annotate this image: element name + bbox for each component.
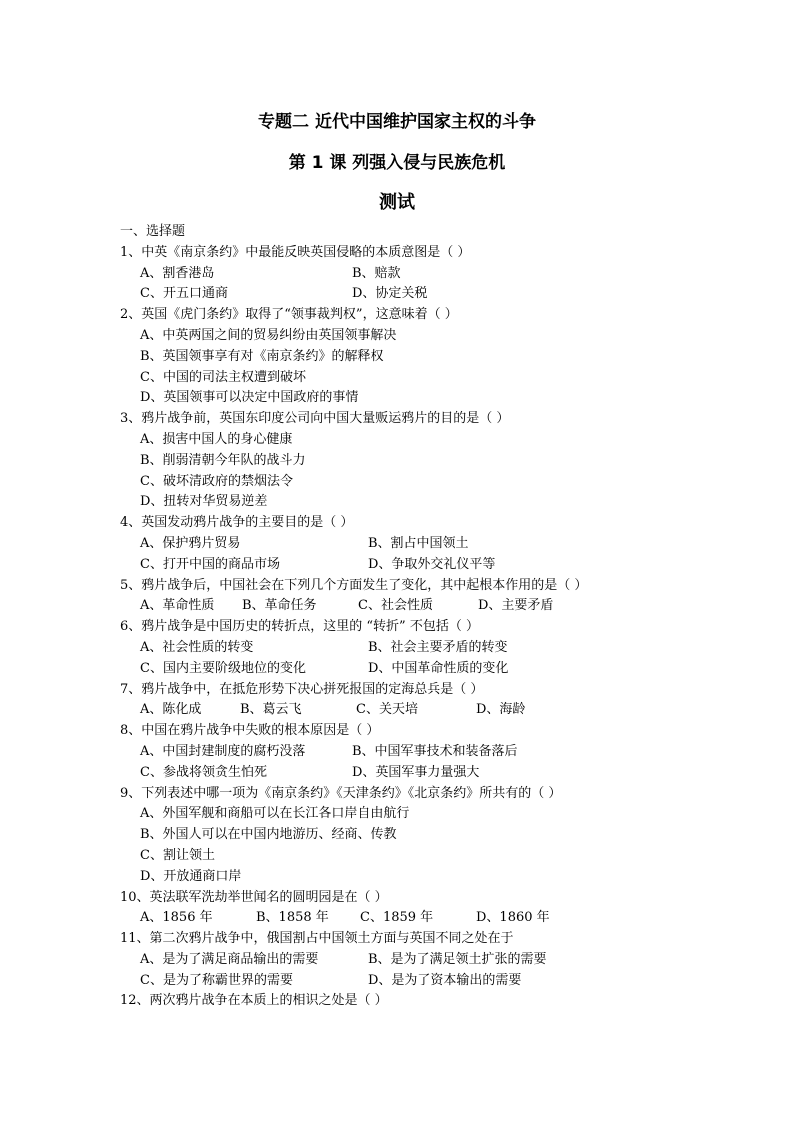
option-row bbox=[120, 742, 680, 763]
option-row bbox=[120, 804, 680, 825]
answer-option: B、葛云飞 bbox=[240, 702, 302, 718]
section-heading: 一、选择题 bbox=[120, 224, 186, 239]
answer-option: C、开五口通商 bbox=[140, 286, 228, 302]
option-row bbox=[120, 908, 680, 929]
question-stem: 5、鸦片战争后，中国社会在下列几个方面发生了变化，其中起根本作用的是（ ） bbox=[120, 577, 588, 593]
answer-option: C、关天培 bbox=[356, 702, 418, 718]
answer-option: A、保护鸦片贸易 bbox=[140, 535, 241, 551]
answer-option: A、割香港岛 bbox=[140, 265, 215, 281]
answer-option: D、扭转对华贸易逆差 bbox=[140, 494, 268, 510]
answer-option: B、外国人可以在中国内地游历、经商、传教 bbox=[140, 827, 397, 843]
question-stem: 1、中英《南京条约》中最能反映英国侵略的本质意图是（ ） bbox=[120, 244, 471, 260]
answer-option: A、损害中国人的身心健康 bbox=[140, 431, 293, 447]
question-stem: 2、英国《虎门条约》取得了“领事裁判权”，这意味着（ ） bbox=[120, 307, 458, 323]
answer-option: B、是为了满足领土扩张的需要 bbox=[368, 951, 547, 967]
answer-option: D、是为了资本输出的需要 bbox=[368, 972, 522, 988]
answer-option: A、外国军舰和商船可以在长江各口岸自由航行 bbox=[140, 806, 410, 822]
option-row bbox=[120, 700, 680, 721]
answer-option: C、是为了称霸世界的需要 bbox=[140, 972, 293, 988]
option-row bbox=[120, 451, 680, 472]
answer-option: A、革命性质 bbox=[140, 598, 215, 614]
option-row bbox=[120, 867, 680, 888]
answer-option: D、协定关税 bbox=[352, 286, 428, 302]
option-row bbox=[120, 971, 680, 992]
question-stem: 10、英法联军洗劫举世闻名的圆明园是在（ ） bbox=[120, 889, 388, 905]
question-stem: 8、中国在鸦片战争中失败的根本原因是（ ） bbox=[120, 723, 380, 739]
option-row bbox=[120, 284, 680, 305]
answer-option: C、1859 年 bbox=[360, 910, 434, 926]
question-stem: 7、鸦片战争中，在抵危形势下决心拼死报国的定海总兵是（ ） bbox=[120, 681, 484, 697]
option-row bbox=[120, 638, 680, 659]
answer-option: B、革命任务 bbox=[242, 598, 317, 614]
question-stem: 11、第二次鸦片战争中，俄国割占中国领土方面与英国不同之处在于 bbox=[120, 931, 514, 947]
question-stem: 3、鸦片战争前，英国东印度公司向中国大量贩运鸦片的目的是（ ） bbox=[120, 411, 510, 427]
answer-option: D、海龄 bbox=[476, 702, 526, 718]
answer-option: B、赔款 bbox=[352, 265, 401, 281]
test-heading: 测试 bbox=[379, 192, 415, 213]
answer-option: D、争取外交礼仪平等 bbox=[368, 556, 496, 572]
lesson-title: 第 1 课 列强入侵与民族危机 bbox=[288, 153, 506, 173]
answer-option: A、中英两国之间的贸易纠纷由英国领事解决 bbox=[140, 327, 397, 343]
option-row bbox=[120, 950, 680, 971]
answer-option: C、中国的司法主权遭到破坏 bbox=[140, 369, 306, 385]
answer-option: D、开放通商口岸 bbox=[140, 868, 242, 884]
answer-option: B、削弱清朝今年队的战斗力 bbox=[140, 452, 306, 468]
answer-option: C、割让领土 bbox=[140, 847, 215, 863]
answer-option: C、参战将领贪生怕死 bbox=[140, 764, 267, 780]
option-row bbox=[120, 472, 680, 493]
answer-option: D、英国军事力量强大 bbox=[352, 764, 480, 780]
answer-option: B、割占中国领土 bbox=[368, 535, 469, 551]
answer-option: A、1856 年 bbox=[140, 910, 213, 926]
option-row bbox=[120, 763, 680, 784]
answer-option: D、英国领事可以决定中国政府的事情 bbox=[140, 390, 359, 406]
option-row bbox=[120, 596, 680, 617]
option-row bbox=[120, 825, 680, 846]
answer-option: C、破坏清政府的禁烟法令 bbox=[140, 473, 293, 489]
answer-option: B、社会主要矛盾的转变 bbox=[368, 639, 508, 655]
answer-option: A、陈化成 bbox=[140, 702, 202, 718]
question-stem: 4、英国发动鸦片战争的主要目的是（ ） bbox=[120, 515, 354, 531]
question-stem: 9、下列表述中哪一项为《南京条约》《天津条约》《北京条约》所共有的（ ） bbox=[120, 785, 562, 801]
answer-option: B、英国领事享有对《南京条约》的解释权 bbox=[140, 348, 384, 364]
answer-option: D、主要矛盾 bbox=[478, 598, 554, 614]
option-row bbox=[120, 368, 680, 389]
option-row bbox=[120, 555, 680, 576]
question-stem: 6、鸦片战争是中国历史的转折点，这里的 “转折” 不包括（ ） bbox=[120, 619, 479, 635]
answer-option: C、社会性质 bbox=[358, 598, 433, 614]
question-stem: 12、两次鸦片战争在本质上的相识之处是（ ） bbox=[120, 993, 388, 1009]
answer-option: C、打开中国的商品市场 bbox=[140, 556, 280, 572]
answer-option: B、中国军事技术和装备落后 bbox=[352, 743, 518, 759]
option-row bbox=[120, 846, 680, 867]
option-row bbox=[120, 534, 680, 555]
option-row bbox=[120, 659, 680, 680]
answer-option: B、1858 年 bbox=[256, 910, 329, 926]
question-list bbox=[120, 222, 680, 1012]
answer-option: C、国内主要阶级地位的变化 bbox=[140, 660, 306, 676]
option-row bbox=[120, 264, 680, 285]
answer-option: D、中国革命性质的变化 bbox=[368, 660, 509, 676]
option-row bbox=[120, 388, 680, 409]
option-row bbox=[120, 326, 680, 347]
answer-option: A、社会性质的转变 bbox=[140, 639, 254, 655]
answer-option: A、中国封建制度的腐朽没落 bbox=[140, 743, 306, 759]
option-row bbox=[120, 347, 680, 368]
answer-option: A、是为了满足商品输出的需要 bbox=[140, 951, 319, 967]
answer-option: D、1860 年 bbox=[476, 910, 550, 926]
document-title: 专题二 近代中国维护国家主权的斗争 bbox=[258, 112, 536, 132]
option-row bbox=[120, 492, 680, 513]
option-row bbox=[120, 430, 680, 451]
